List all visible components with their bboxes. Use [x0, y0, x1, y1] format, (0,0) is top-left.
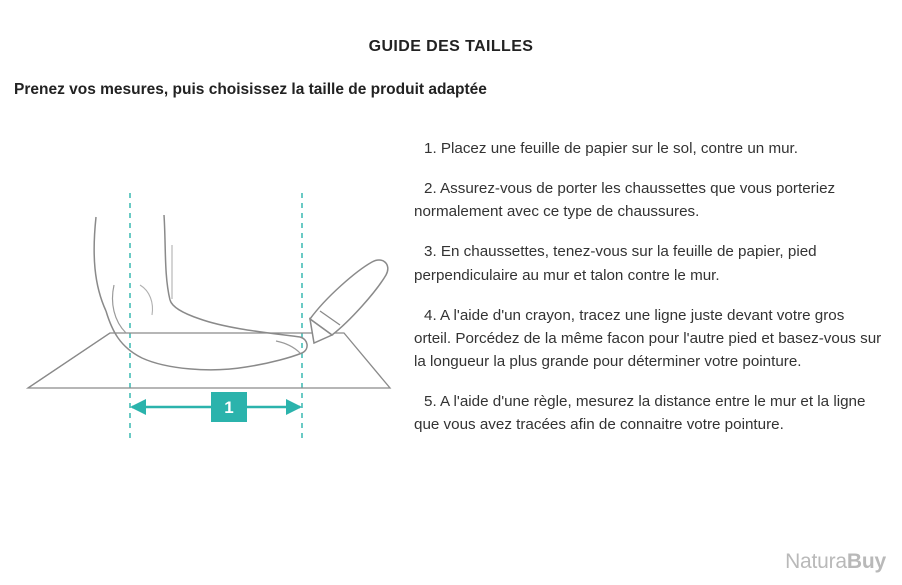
foot-measurement-illustration: [14, 125, 404, 455]
toe-line: [276, 341, 300, 353]
paper-sheet-outline: [28, 333, 390, 388]
ankle-bone-arc: [140, 285, 153, 315]
watermark-part-one: Natura: [785, 550, 847, 573]
pencil-body: [310, 260, 388, 335]
instruction-step: 3. En chaussettes, tenez-vous sur la feuille de papier, pied perpendiculaire au mur et talon contre le mur.: [414, 243, 817, 284]
page-title: GUIDE DES TAILLES: [368, 38, 534, 55]
page-subtitle: Prenez vos mesures, puis choisissez la taille de produit adaptée: [14, 81, 487, 98]
measure-label-box: [211, 392, 247, 422]
measure-arrow-head-right: [286, 399, 302, 415]
paper-edge-left: [28, 333, 110, 388]
instruction-step: 1. Placez une feuille de papier sur le sol, contre un mur.: [424, 140, 798, 158]
watermark-part-two: Buy: [846, 550, 886, 573]
leg-front-line: [164, 215, 170, 300]
naturabuy-watermark: [785, 550, 886, 574]
leg-back-line: [94, 217, 106, 311]
measure-label-text: 1: [224, 397, 234, 417]
foot-diagram-svg: [14, 125, 404, 455]
instruction-steps: [414, 122, 884, 436]
measure-arrow-head-left: [130, 399, 146, 415]
ankle-inner-line: [113, 285, 127, 333]
foot-outline: [106, 300, 307, 370]
instruction-step: 5. A l'aide d'une règle, mesurez la distance entre le mur et la ligne que vous avez tracées afin de connaitre votre pointure.: [414, 392, 866, 434]
instruction-step: 2. Assurez-vous de porter les chaussettes que vous porteriez normalement avec ce type de chaussures.: [414, 180, 836, 221]
instruction-step: 4. A l'aide d'un crayon, tracez une ligne juste devant votre gros orteil. Porcédez de la même facon pour l'autre pied et basez-vous sur la longueur la plus grande pour déterminer votre pointure.: [414, 306, 882, 370]
